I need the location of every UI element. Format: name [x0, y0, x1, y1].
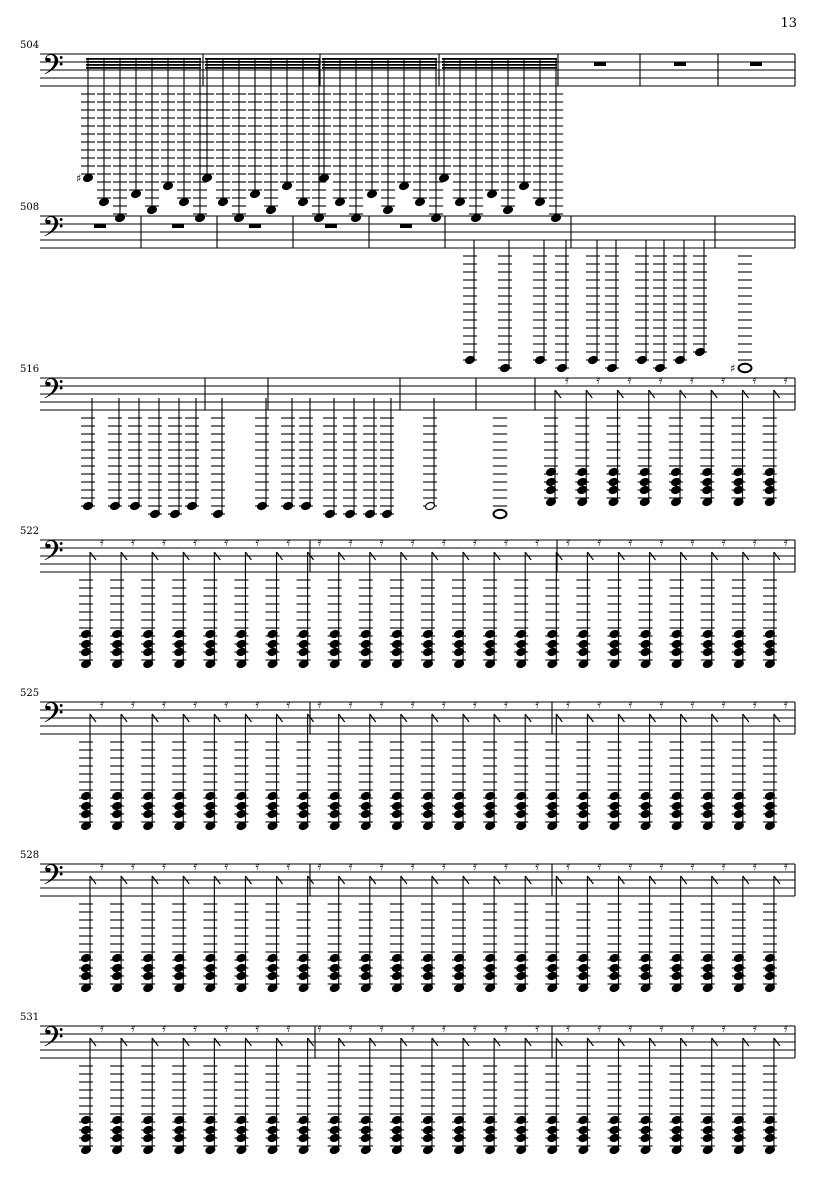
measure-number: 531 [20, 1012, 40, 1023]
sixteenth-rest-icon: 𝄿 [224, 535, 229, 550]
sixteenth-rest-icon: 𝄿 [193, 859, 198, 874]
sixteenth-rest-icon: 𝄿 [721, 1021, 726, 1036]
sixteenth-rest-icon: 𝄿 [131, 859, 136, 874]
sixteenth-rest-icon: 𝄿 [410, 859, 415, 874]
note-head [266, 205, 277, 214]
sixteenth-rest-icon: 𝄿 [348, 859, 353, 874]
sixteenth-rest-icon: 𝄿 [473, 535, 478, 550]
sixteenth-rest-icon: 𝄿 [628, 1021, 633, 1036]
sixteenth-rest-icon: 𝄿 [752, 1021, 757, 1036]
sixteenth-rest-icon: 𝄿 [566, 1021, 571, 1036]
sixteenth-rest-icon: 𝄿 [566, 697, 571, 712]
sixteenth-rest-icon: 𝄿 [162, 1021, 167, 1036]
whole-rest [674, 62, 686, 66]
sixteenth-rest-icon: 𝄿 [721, 373, 726, 388]
bass-clef-icon: 𝄢 [42, 1021, 64, 1061]
sixteenth-rest-icon: 𝄿 [255, 859, 260, 874]
note-head [218, 197, 229, 206]
sixteenth-rest-icon: 𝄿 [162, 859, 167, 874]
whole-rest [594, 62, 606, 66]
sixteenth-rest-icon: 𝄿 [441, 859, 446, 874]
sixteenth-rest-icon: 𝄿 [131, 697, 136, 712]
bass-clef-icon: 𝄢 [42, 859, 64, 899]
sixteenth-rest-icon: 𝄿 [255, 1021, 260, 1036]
note-head [535, 197, 546, 206]
note-head [131, 189, 142, 198]
sixteenth-rest-icon: 𝄿 [659, 535, 664, 550]
sixteenth-rest-icon: 𝄿 [379, 697, 384, 712]
note-head [250, 189, 261, 198]
sixteenth-rest-icon: 𝄿 [783, 859, 788, 874]
sixteenth-rest-icon: 𝄿 [348, 1021, 353, 1036]
bass-clef-icon: 𝄢 [42, 697, 64, 737]
measure-number: 525 [20, 688, 40, 699]
sixteenth-rest-icon: 𝄿 [473, 859, 478, 874]
bass-clef-icon: 𝄢 [42, 535, 64, 575]
sixteenth-rest-icon: 𝄿 [658, 373, 663, 388]
sixteenth-rest-icon: 𝄿 [286, 859, 291, 874]
sixteenth-rest-icon: 𝄿 [193, 697, 198, 712]
sixteenth-rest-icon: 𝄿 [752, 859, 757, 874]
sixteenth-rest-icon: 𝄿 [286, 697, 291, 712]
sixteenth-rest-icon: 𝄿 [317, 1021, 322, 1036]
sixteenth-rest-icon: 𝄿 [721, 859, 726, 874]
sixteenth-rest-icon: 𝄿 [628, 697, 633, 712]
sixteenth-rest-icon: 𝄿 [783, 535, 788, 550]
note-head [471, 213, 482, 222]
sixteenth-rest-icon: 𝄿 [783, 697, 788, 712]
note-head [179, 197, 190, 206]
note-head [351, 213, 362, 222]
sixteenth-rest-icon: 𝄿 [441, 1021, 446, 1036]
sixteenth-rest-icon: 𝄿 [783, 1021, 788, 1036]
sixteenth-rest-icon: 𝄿 [255, 535, 260, 550]
sixteenth-rest-icon: 𝄿 [690, 859, 695, 874]
sixteenth-rest-icon: 𝄿 [596, 373, 601, 388]
note-head [147, 205, 158, 214]
sixteenth-rest-icon: 𝄿 [597, 859, 602, 874]
whole-rest [750, 62, 762, 66]
sixteenth-rest-icon: 𝄿 [752, 697, 757, 712]
sixteenth-rest-icon: 𝄿 [410, 697, 415, 712]
note-head [439, 173, 450, 182]
note-head [367, 189, 378, 198]
note-head [431, 213, 442, 222]
sixteenth-rest-icon: 𝄿 [504, 535, 509, 550]
sixteenth-rest-icon: 𝄿 [721, 697, 726, 712]
sixteenth-rest-icon: 𝄿 [504, 859, 509, 874]
sixteenth-rest-icon: 𝄿 [535, 535, 540, 550]
bass-clef-icon: 𝄢 [42, 211, 64, 251]
note-head [314, 213, 325, 222]
note-head [298, 197, 309, 206]
note-head [399, 181, 410, 190]
whole-rest [249, 224, 261, 228]
sixteenth-rest-icon: 𝄿 [752, 373, 757, 388]
sixteenth-rest-icon: 𝄿 [100, 859, 104, 874]
sixteenth-rest-icon: 𝄿 [597, 697, 602, 712]
sharp-icon: ♯ [730, 362, 736, 375]
whole-note [739, 364, 752, 372]
sixteenth-rest-icon: 𝄿 [597, 1021, 602, 1036]
note-head [551, 213, 562, 222]
sixteenth-rest-icon: 𝄿 [193, 1021, 198, 1036]
sixteenth-rest-icon: 𝄿 [628, 535, 633, 550]
note-head [519, 181, 530, 190]
sixteenth-rest-icon: 𝄿 [441, 697, 446, 712]
sixteenth-rest-icon: 𝄿 [659, 859, 664, 874]
sixteenth-rest-icon: 𝄿 [193, 535, 198, 550]
sixteenth-rest-icon: 𝄿 [100, 535, 104, 550]
note-head [83, 173, 94, 182]
whole-rest [400, 224, 412, 228]
sixteenth-rest-icon: 𝄿 [379, 535, 384, 550]
note-head [487, 189, 498, 198]
sixteenth-rest-icon: 𝄿 [473, 697, 478, 712]
bass-clef-icon: 𝄢 [42, 49, 64, 89]
sixteenth-rest-icon: 𝄿 [659, 1021, 664, 1036]
sixteenth-rest-icon: 𝄿 [535, 697, 540, 712]
sharp-icon: ♯ [76, 172, 82, 185]
sixteenth-rest-icon: 𝄿 [783, 373, 788, 388]
sixteenth-rest-icon: 𝄿 [317, 535, 322, 550]
sixteenth-rest-icon: 𝄿 [504, 1021, 509, 1036]
sixteenth-rest-icon: 𝄿 [659, 697, 664, 712]
sixteenth-rest-icon: 𝄿 [473, 1021, 478, 1036]
sixteenth-rest-icon: 𝄿 [317, 859, 322, 874]
page-number: 13 [780, 16, 797, 31]
sixteenth-rest-icon: 𝄿 [131, 535, 136, 550]
sixteenth-rest-icon: 𝄿 [379, 1021, 384, 1036]
sixteenth-rest-icon: 𝄿 [100, 697, 104, 712]
sixteenth-rest-icon: 𝄿 [348, 697, 353, 712]
measure-number: 516 [20, 364, 40, 375]
sixteenth-rest-icon: 𝄿 [317, 697, 322, 712]
sixteenth-rest-icon: 𝄿 [721, 535, 726, 550]
sixteenth-rest-icon: 𝄿 [535, 859, 540, 874]
measure-number: 522 [20, 526, 40, 537]
sixteenth-rest-icon: 𝄿 [224, 697, 229, 712]
note-head [115, 213, 126, 222]
note-head [415, 197, 426, 206]
sixteenth-rest-icon: 𝄿 [441, 535, 446, 550]
sixteenth-rest-icon: 𝄿 [627, 373, 632, 388]
whole-note [494, 510, 507, 518]
sixteenth-rest-icon: 𝄿 [224, 1021, 229, 1036]
sixteenth-rest-icon: 𝄿 [752, 535, 757, 550]
sixteenth-rest-icon: 𝄿 [379, 859, 384, 874]
measure-number: 504 [20, 40, 40, 51]
whole-rest [172, 224, 184, 228]
note-head [319, 173, 330, 182]
whole-rest [94, 224, 106, 228]
note-head [282, 181, 293, 190]
sixteenth-rest-icon: 𝄿 [566, 859, 571, 874]
sixteenth-rest-icon: 𝄿 [597, 535, 602, 550]
note-head [99, 197, 110, 206]
sixteenth-rest-icon: 𝄿 [504, 697, 509, 712]
sixteenth-rest-icon: 𝄿 [565, 373, 569, 388]
note-head [503, 205, 514, 214]
sixteenth-rest-icon: 𝄿 [535, 1021, 540, 1036]
sixteenth-rest-icon: 𝄿 [286, 1021, 291, 1036]
note-head [234, 213, 245, 222]
note-head [202, 173, 213, 182]
sixteenth-rest-icon: 𝄿 [162, 697, 167, 712]
sixteenth-rest-icon: 𝄿 [255, 697, 260, 712]
sixteenth-rest-icon: 𝄿 [628, 859, 633, 874]
sixteenth-rest-icon: 𝄿 [410, 535, 415, 550]
sixteenth-rest-icon: 𝄿 [100, 1021, 104, 1036]
sixteenth-rest-icon: 𝄿 [131, 1021, 136, 1036]
measure-number: 528 [20, 850, 40, 861]
sixteenth-rest-icon: 𝄿 [690, 697, 695, 712]
sixteenth-rest-icon: 𝄿 [566, 535, 571, 550]
note-head [335, 197, 346, 206]
measure-number: 508 [20, 202, 40, 213]
sixteenth-rest-icon: 𝄿 [224, 859, 229, 874]
sixteenth-rest-icon: 𝄿 [690, 373, 694, 388]
note-head [383, 205, 394, 214]
note-head [163, 181, 174, 190]
note-head [195, 213, 206, 222]
sixteenth-rest-icon: 𝄿 [410, 1021, 415, 1036]
sixteenth-rest-icon: 𝄿 [690, 535, 695, 550]
bass-clef-icon: 𝄢 [42, 373, 64, 413]
sixteenth-rest-icon: 𝄿 [286, 535, 291, 550]
whole-rest [325, 224, 337, 228]
note-head [455, 197, 466, 206]
sixteenth-rest-icon: 𝄿 [162, 535, 167, 550]
sixteenth-rest-icon: 𝄿 [348, 535, 353, 550]
sixteenth-rest-icon: 𝄿 [690, 1021, 695, 1036]
